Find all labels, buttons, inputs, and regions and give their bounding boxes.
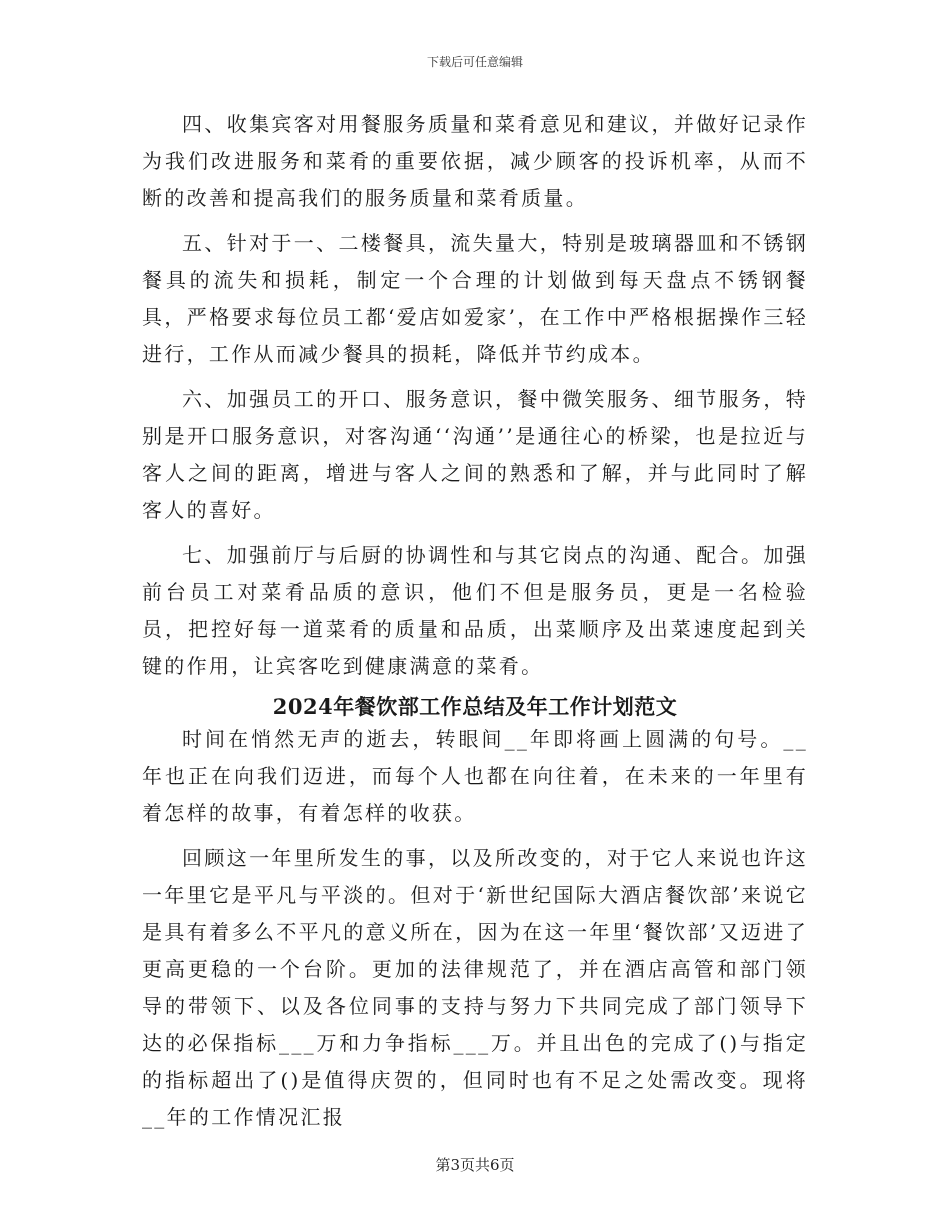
paragraph-4: 四、收集宾客对用餐服务质量和菜肴意见和建议，并做好记录作为我们改进服务和菜肴的重要依据，减少顾客的投诉机率，从而不断的改善和提高我们的服务质量和菜肴质量。 <box>142 112 808 210</box>
paragraph-6: 六、加强员工的开口、服务意识，餐中微笑服务、细节服务，特别是开口服务意识，对客沟通‘‘沟通’’是通往心的桥梁，也是拉近与客人之间的距离，增进与客人之间的熟悉和了解，并与此同时了解客人的喜好。 <box>142 387 808 522</box>
document-body <box>142 106 808 1144</box>
paragraph-intro: 时间在悄然无声的逝去，转眼间__年即将画上圆满的句号。__年也正在向我们迈进，而每个人也都在向往着，在未来的一年里有着怎样的故事，有着怎样的收获。 <box>142 727 808 825</box>
paragraph-7: 七、加强前厅与后厨的协调性和与其它岗点的沟通、配合。加强前台员工对菜肴品质的意识，他们不但是服务员，更是一名检验员，把控好每一道菜肴的质量和品质，出菜顺序及出菜速度起到关键的作用，让宾客吃到健康满意的菜肴。 <box>142 543 808 678</box>
paragraph-review: 回顾这一年里所发生的事，以及所改变的，对于它人来说也许这一年里它是平凡与平淡的。但对于‘新世纪国际大酒店餐饮部’来说它是具有着多么不平凡的意义所在，因为在这一年里‘餐饮部’又迈进了更高更稳的一个台阶。更加的法律规范了，并在酒店高管和部门领导的带领下、以及各位同事的支持与努力下共同完成了部门领导下达的必保指标___万和力争指标___万。并且出色的完成了()与指定的指标超出了()是值得庆贺的，但同时也有不足之处需改变。现将__年的工作情况汇报 <box>142 846 808 1129</box>
page-footer: 第3页共6页 <box>435 1156 515 1174</box>
paragraph-5: 五、针对于一、二楼餐具，流失量大，特别是玻璃器皿和不锈钢餐具的流失和损耗，制定一个合理的计划做到每天盘点不锈钢餐具，严格要求每位员工都‘爱店如爱家’，在工作中严格根据操作三轻进行，工作从而减少餐具的损耗，降低并节约成本。 <box>142 231 808 366</box>
page-header: 下载后可任意编辑 <box>426 55 523 69</box>
section-title: 2024年餐饮部工作总结及年工作计划范文 <box>272 694 678 719</box>
